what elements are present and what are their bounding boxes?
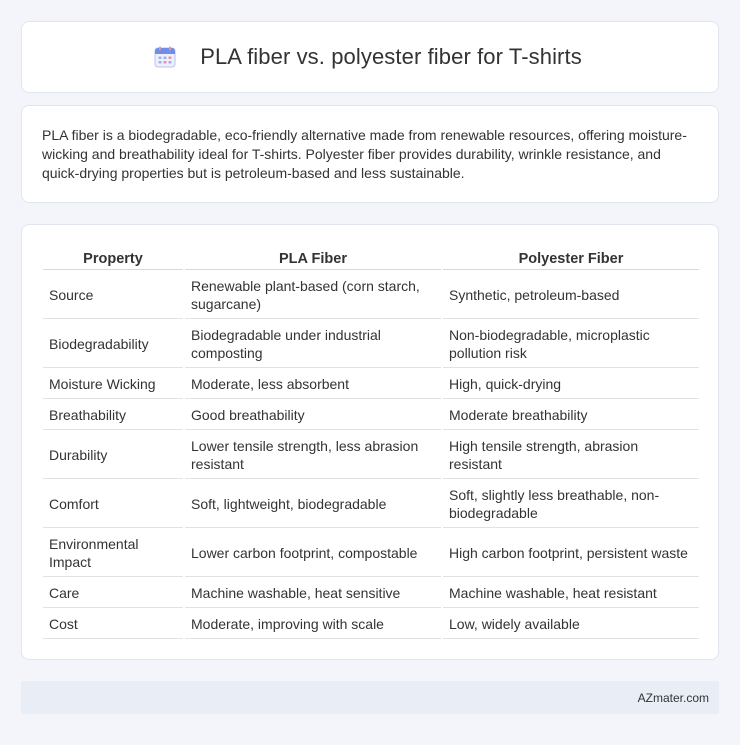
- table-cell-pla: Biodegradable under industrial composting: [185, 321, 441, 368]
- table-cell-pla: Good breathability: [185, 401, 441, 430]
- page-title: PLA fiber vs. polyester fiber for T-shirts: [200, 44, 582, 69]
- table-cell-pla: Soft, lightweight, biodegradable: [185, 481, 441, 528]
- comparison-card: [21, 224, 719, 660]
- table-header-row: [43, 248, 699, 270]
- table-cell-polyester: Soft, slightly less breathable, non-biodegradable: [443, 481, 699, 528]
- table-cell-property: Cost: [43, 610, 183, 639]
- table-cell-polyester: High, quick-drying: [443, 370, 699, 399]
- comparison-table: [41, 246, 701, 641]
- table-cell-property: Biodegradability: [43, 321, 183, 368]
- title-card: [21, 21, 719, 93]
- table-cell-polyester: Non-biodegradable, microplastic pollution risk: [443, 321, 699, 368]
- column-header-property: Property: [43, 248, 183, 270]
- table-row: [43, 610, 699, 639]
- table-cell-polyester: Low, widely available: [443, 610, 699, 639]
- footer-bar: [21, 681, 719, 714]
- table-cell-pla: Machine washable, heat sensitive: [185, 579, 441, 608]
- table-row: [43, 432, 699, 479]
- calendar-icon: [154, 46, 176, 68]
- table-cell-pla: Lower carbon footprint, compostable: [185, 530, 441, 577]
- table-cell-polyester: High tensile strength, abrasion resistant: [443, 432, 699, 479]
- table-cell-pla: Moderate, less absorbent: [185, 370, 441, 399]
- table-row: [43, 481, 699, 528]
- table-row: [43, 530, 699, 577]
- table-cell-property: Durability: [43, 432, 183, 479]
- footer-brand[interactable]: AZmater.com: [637, 690, 709, 705]
- table-row: [43, 370, 699, 399]
- summary-card: [21, 105, 719, 203]
- table-cell-polyester: Moderate breathability: [443, 401, 699, 430]
- column-header-polyester: Polyester Fiber: [443, 248, 699, 270]
- table-row: [43, 401, 699, 430]
- summary-text: PLA fiber is a biodegradable, eco-friendly alternative made from renewable resources, offering moisture-wicking and breathability ideal for T-shirts. Polyester fiber provides durability, wrinkle resistance, and quick-drying properties but is petroleum-based and less sustainable.: [42, 127, 687, 181]
- table-cell-property: Moisture Wicking: [43, 370, 183, 399]
- table-cell-property: Care: [43, 579, 183, 608]
- table-cell-property: Source: [43, 272, 183, 319]
- table-cell-pla: Moderate, improving with scale: [185, 610, 441, 639]
- table-cell-polyester: High carbon footprint, persistent waste: [443, 530, 699, 577]
- table-cell-pla: Lower tensile strength, less abrasion resistant: [185, 432, 441, 479]
- table-cell-pla: Renewable plant-based (corn starch, sugarcane): [185, 272, 441, 319]
- table-cell-polyester: Machine washable, heat resistant: [443, 579, 699, 608]
- column-header-pla: PLA Fiber: [185, 248, 441, 270]
- table-cell-property: Environmental Impact: [43, 530, 183, 577]
- table-cell-property: Breathability: [43, 401, 183, 430]
- table-row: [43, 321, 699, 368]
- table-row: [43, 579, 699, 608]
- table-row: [43, 272, 699, 319]
- table-cell-polyester: Synthetic, petroleum-based: [443, 272, 699, 319]
- table-cell-property: Comfort: [43, 481, 183, 528]
